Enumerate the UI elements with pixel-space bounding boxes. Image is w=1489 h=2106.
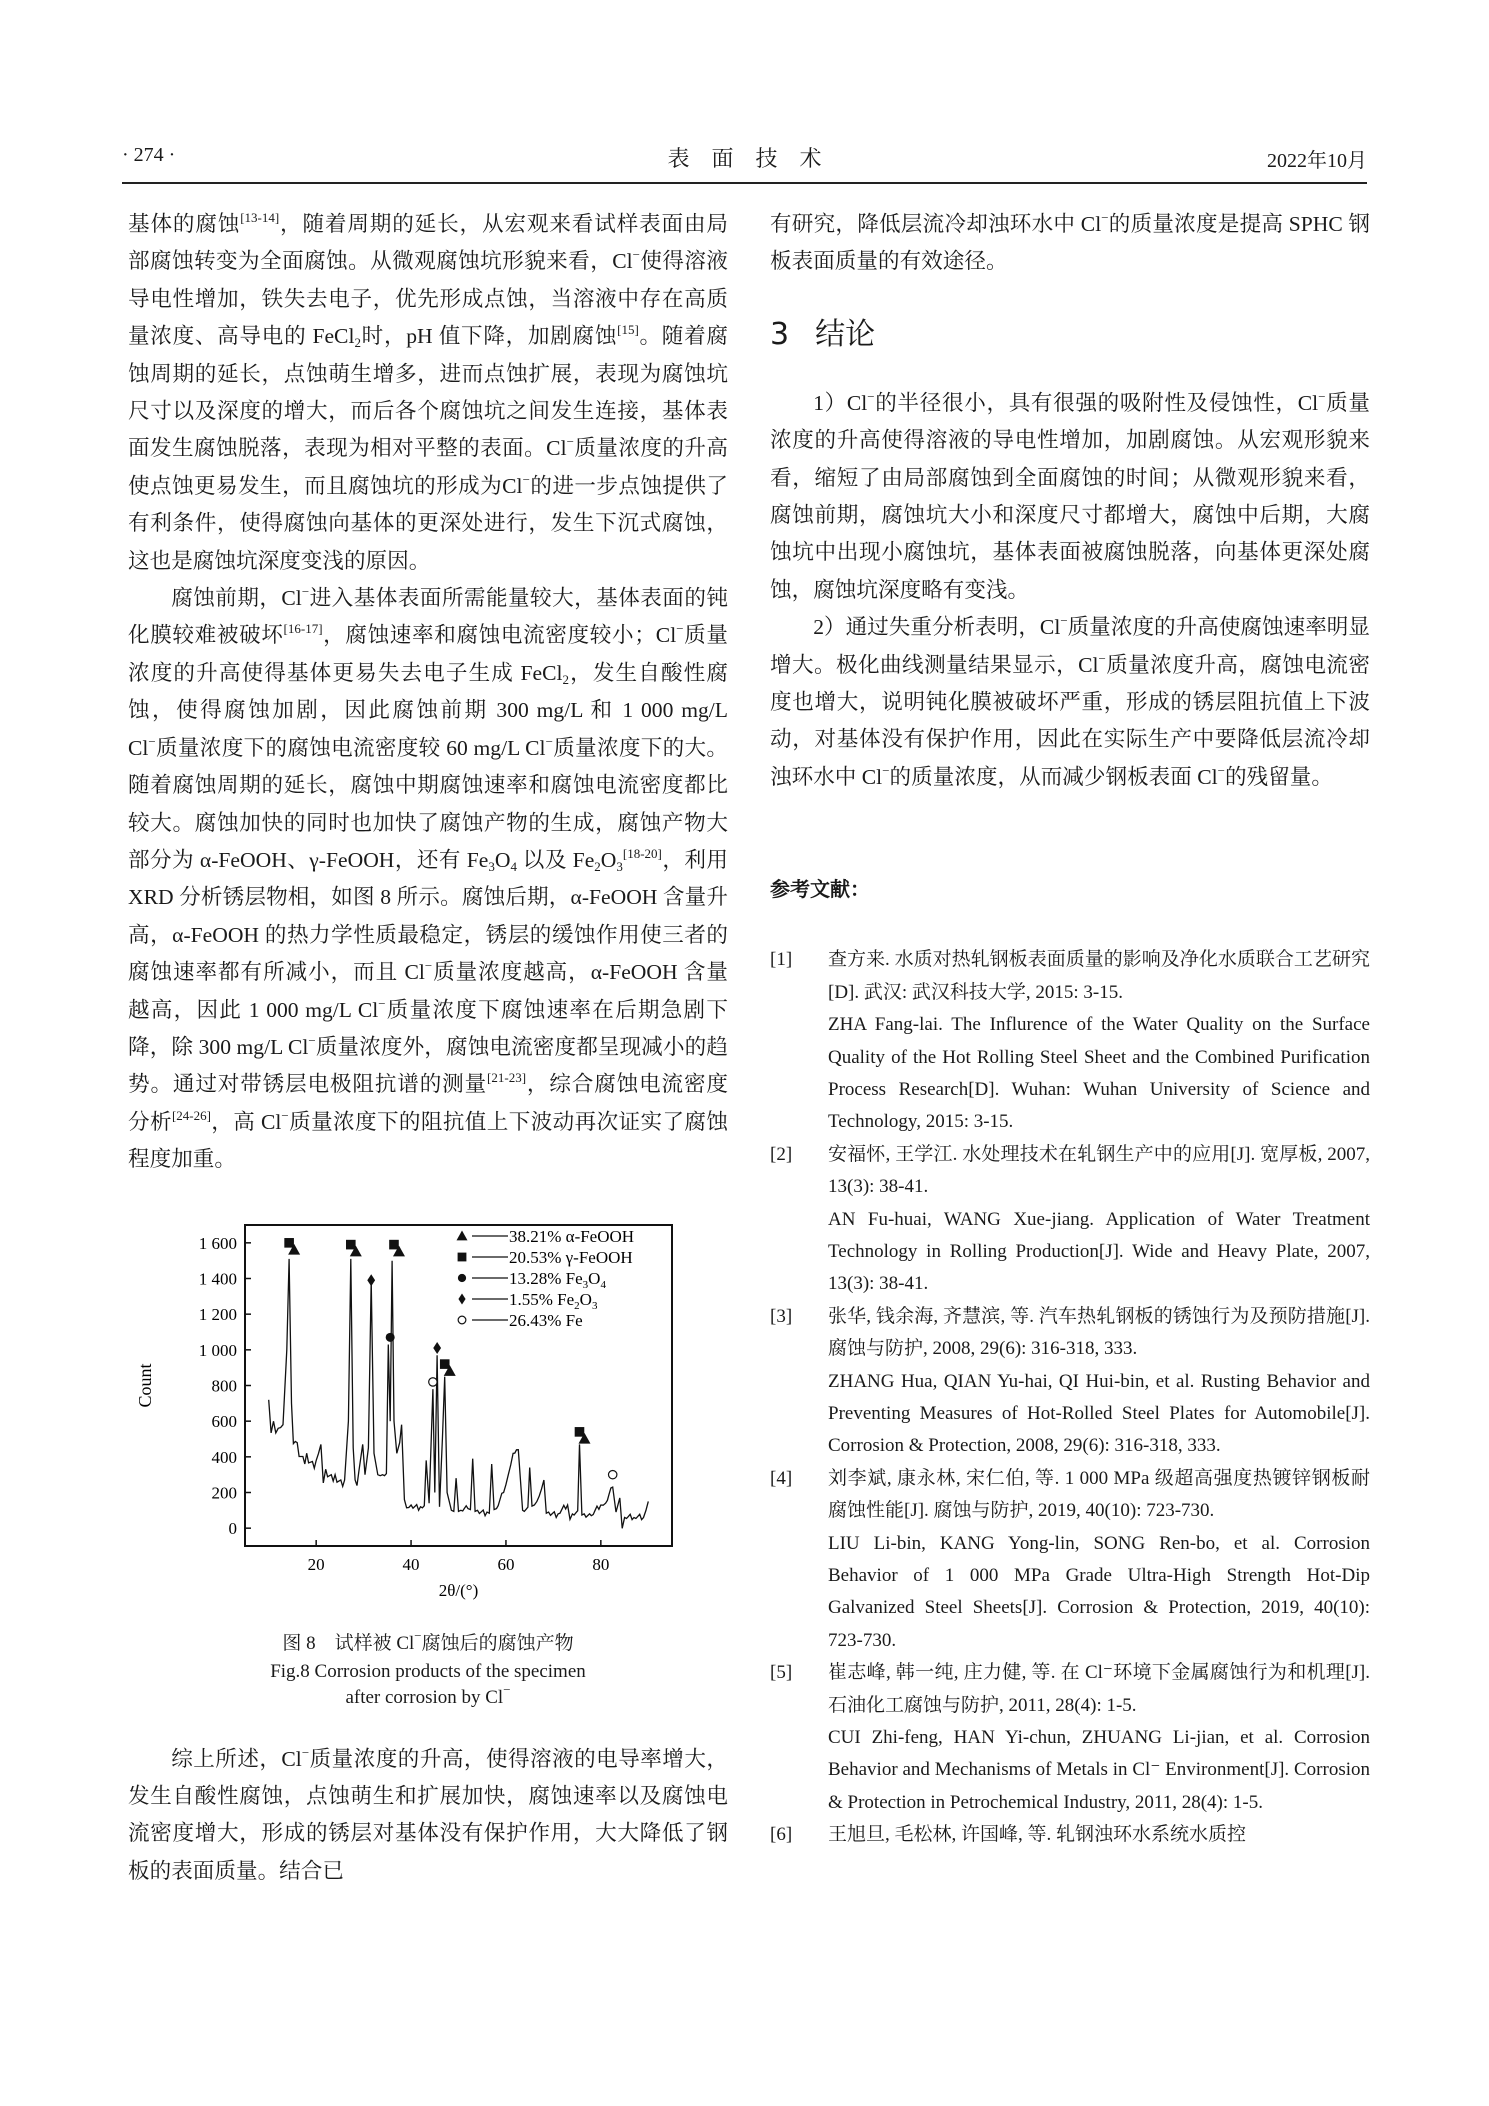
square-marker-icon (284, 1238, 294, 1248)
legend-label: 26.43% Fe (509, 1310, 583, 1330)
y-tick-label: 1 000 (198, 1340, 237, 1360)
xrd-chart (128, 1215, 728, 1625)
y-tick-label: 0 (228, 1518, 237, 1538)
reference-list (770, 944, 1370, 1851)
figure-caption-en: Fig.8 Corrosion products of the specimen (270, 1660, 586, 1682)
paragraph: 基体的腐蚀[13-14]，随着周期的延长，从宏观来看试样表面由局部腐蚀转变为全面腐蚀。从微观腐蚀坑形貌来看，Cl−使得溶液导电性增加，铁失去电子，优先形成点蚀，当溶液中存在高质量浓度、高导电的 FeCl$_2$时，pH 值下降，加剧腐蚀[15]。随着腐蚀周期的延长，点蚀萌生增多，进而点蚀扩展，表现为腐蚀坑尺寸以及深度的增大，而后各个腐蚀坑之间发生连接，基体表面发生腐蚀脱落，表现为相对平整的表面。Cl−质量浓度的升高使点蚀更易发生，而且腐蚀坑的形成为Cl−的进一步点蚀提供了有利条件，使得腐蚀向基体的更深处进行，发生下沉式腐蚀，这也是腐蚀坑深度变浅的原因。 (128, 210, 728, 573)
diamond-marker-icon (433, 1342, 441, 1354)
legend-label: 38.21% α-FeOOH (509, 1226, 635, 1246)
square-marker-icon (575, 1427, 585, 1437)
figure-caption-en-2: after corrosion by Cl− (345, 1681, 511, 1708)
section-title: 结论 (815, 316, 876, 352)
y-axis-label: Count (135, 1363, 155, 1408)
issue-date: 2022年10月 (1267, 150, 1367, 172)
open-circle-marker-icon (458, 1316, 466, 1324)
open-circle-marker-icon (429, 1377, 437, 1385)
left-column (128, 206, 728, 1890)
reference-item: [1] 查方来. 水质对热轧钢板表面质量的影响及净化水质联合工艺研究[D]. 武汉: 武汉科技大学, 2015: 3-15. ZHA Fang-lai. The Influrence of the Water Quality on the Surface Quality of the Hot Rolling Steel Sheet and the Combined Purification Process Research[D]. Wuhan: Wuhan University of Science and Technology, 2015: 3-15. (770, 949, 1370, 1133)
page-number: · 274 · (122, 144, 176, 166)
square-marker-icon (389, 1239, 399, 1249)
conclusion-1: 1）Cl−的半径很小，具有很强的吸附性及侵蚀性，Cl−质量浓度的升高使得溶液的导电性增加，加剧腐蚀。从宏观形貌来看，缩短了由局部腐蚀到全面腐蚀的时间；从微观形貌来看，腐蚀前期，腐蚀坑大小和深度尺寸都增大，腐蚀中后期，大腐蚀坑中出现小腐蚀坑，基体表面被腐蚀脱落，向基体更深处腐蚀，腐蚀坑深度略有变浅。 (770, 388, 1371, 602)
y-tick-label: 400 (211, 1447, 237, 1467)
section-heading (770, 315, 1370, 355)
y-tick-label: 800 (211, 1376, 237, 1396)
legend-label: 1.55% $Fe_2O_3$ (509, 1289, 598, 1312)
legend-label: 13.28% $Fe_3O_4$ (509, 1268, 606, 1291)
y-tick-label: 600 (211, 1411, 237, 1431)
x-tick-label: 80 (592, 1554, 610, 1574)
journal-title: 表面技术 (667, 146, 844, 171)
page-header (122, 140, 1367, 174)
reference-item: [2] 安福怀, 王学江. 水处理技术在轧钢生产中的应用[J]. 宽厚板, 2007, 13(3): 38-41. AN Fu-huai, WANG Xue-jiang. Application of Water Treatment Technology in Rolling Production[J]. Wide and Heavy Plate, 2007, 13(3): 38-41. (770, 1143, 1370, 1295)
diamond-marker-icon (367, 1274, 375, 1286)
square-marker-icon (440, 1359, 450, 1369)
right-column (770, 206, 1370, 1852)
references-heading: 参考文献： (770, 877, 870, 902)
conclusion-2: 2）通过失重分析表明，Cl−质量浓度的升高使腐蚀速率明显增大。极化曲线测量结果显示，Cl−质量浓度升高，腐蚀电流密度也增大，说明钝化膜被破坏严重，形成的锈层阻抗值上下波动，对基体没有保护作用，因此在实际生产中要降低层流冷却浊环水中 Cl−的质量浓度，从而减少钢板表面 Cl−的残留量。 (770, 613, 1370, 789)
y-tick-label: 1 400 (198, 1269, 237, 1289)
reference-item: [3] 张华, 钱余海, 齐慧滨, 等. 汽车热轧钢板的锈蚀行为及预防措施[J]. 腐蚀与防护, 2008, 29(6): 316-318, 333. ZHANG Hua, QIAN Yu-hai, QI Hui-bin, et al. Rusting Behavior and Preventing Measures of Hot-Rolled Steel Plates for Automobile[J]. Corrosion & Protection, 2008, 29(6): 316-318, 333. (770, 1305, 1370, 1457)
legend-label: 20.53% γ-FeOOH (509, 1247, 633, 1267)
circle-marker-icon (386, 1332, 395, 1341)
circle-marker-icon (458, 1273, 466, 1281)
x-axis-label: 2θ/(°) (438, 1580, 479, 1600)
open-circle-marker-icon (608, 1470, 616, 1478)
figure-caption-cn: 图 8 试样被 Cl−腐蚀后的腐蚀产物 (282, 1627, 574, 1654)
triangle-marker-icon (457, 1230, 468, 1240)
diamond-marker-icon (458, 1293, 465, 1304)
figure-8-xrd-chart (128, 1215, 728, 1625)
header-rule (122, 182, 1367, 184)
x-tick-label: 20 (307, 1554, 325, 1574)
reference-item: [6] 王旭旦, 毛松林, 许国峰, 等. 轧钢浊环水系统水质控 (770, 1824, 1247, 1846)
square-marker-icon (346, 1239, 356, 1249)
paragraph: 有研究，降低层流冷却浊环水中 Cl−的质量浓度是提高 SPHC 钢板表面质量的有效途径。 (770, 210, 1370, 274)
x-tick-label: 40 (402, 1554, 420, 1574)
y-tick-label: 200 (211, 1483, 237, 1503)
y-tick-label: 1 200 (198, 1304, 237, 1324)
y-tick-label: 1 600 (198, 1233, 237, 1253)
square-marker-icon (458, 1252, 467, 1261)
figure-caption (128, 1627, 728, 1711)
reference-item: [5] 崔志峰, 韩一纯, 庄力健, 等. 在 Cl⁻环境下金属腐蚀行为和机理[J]. 石油化工腐蚀与防护, 2011, 28(4): 1-5. CUI Zhi-feng, HAN Yi-chun, ZHUANG Li-jian, et al. Corrosion Behavior and Mechanisms of Metals in Cl⁻ Environment[J]. Corrosion & Protection in Petrochemical Industry, 2011, 28(4): 1-5. (770, 1662, 1370, 1813)
section-number: 3 (770, 316, 790, 352)
x-tick-label: 60 (497, 1554, 515, 1574)
paragraph: 腐蚀前期，Cl−进入基体表面所需能量较大，基体表面的钝化膜较难被破坏[16-17]，腐蚀速率和腐蚀电流密度较小；Cl−质量浓度的升高使得基体更易失去电子生成 FeCl$_2$，发生自酸性腐蚀，使得腐蚀加剧，因此腐蚀前期 300 mg/L 和 1 000 mg/L Cl−质量浓度下的腐蚀电流密度较 60 mg/L Cl−质量浓度下的大。随着腐蚀周期的延长，腐蚀中期腐蚀速率和腐蚀电流密度都比较大。腐蚀加快的同时也加快了腐蚀产物的生成，腐蚀产物大部分为 α-FeOOH、γ-FeOOH，还有 $Fe_3O_4$ 以及 $Fe_2O_3[18-20]$，利用 XRD 分析锈层物相，如图 8 所示。腐蚀后期，α-FeOOH 含量升高，α-FeOOH 的热力学性质最稳定，锈层的缓蚀作用使三者的腐蚀速率都有所减小，而且 Cl−质量浓度越高，α-FeOOH 含量越高，因此 1 000 mg/L Cl−质量浓度下腐蚀速率在后期急剧下降，除 300 mg/L Cl−质量浓度外，腐蚀电流密度都呈现减小的趋势。通过对带锈层电极阻抗谱的测量[21-23]，综合腐蚀电流密度分析[24-26]，高 Cl−质量浓度下的阻抗值上下波动再次证实了腐蚀程度加重。 (128, 584, 728, 1172)
paragraph: 综上所述，Cl−质量浓度的升高，使得溶液的电导率增大，发生自酸性腐蚀，点蚀萌生和扩展加快，腐蚀速率以及腐蚀电流密度增大，形成的锈层对基体没有保护作用，大大降低了钢板的表面质量。结合已 (128, 1744, 728, 1883)
reference-item: [4] 刘李斌, 康永林, 宋仁伯, 等. 1 000 MPa 级超高强度热镀锌钢板耐腐蚀性能[J]. 腐蚀与防护, 2019, 40(10): 723-730. LIU Li-bin, KANG Yong-lin, SONG Ren-bo, et al. Corrosion Behavior of 1 000 MPa Grade Ultra-High Strength Hot-Dip Galvanized Steel Sheets[J]. Corrosion & Protection, 2019, 40(10): 723-730. (770, 1467, 1370, 1651)
